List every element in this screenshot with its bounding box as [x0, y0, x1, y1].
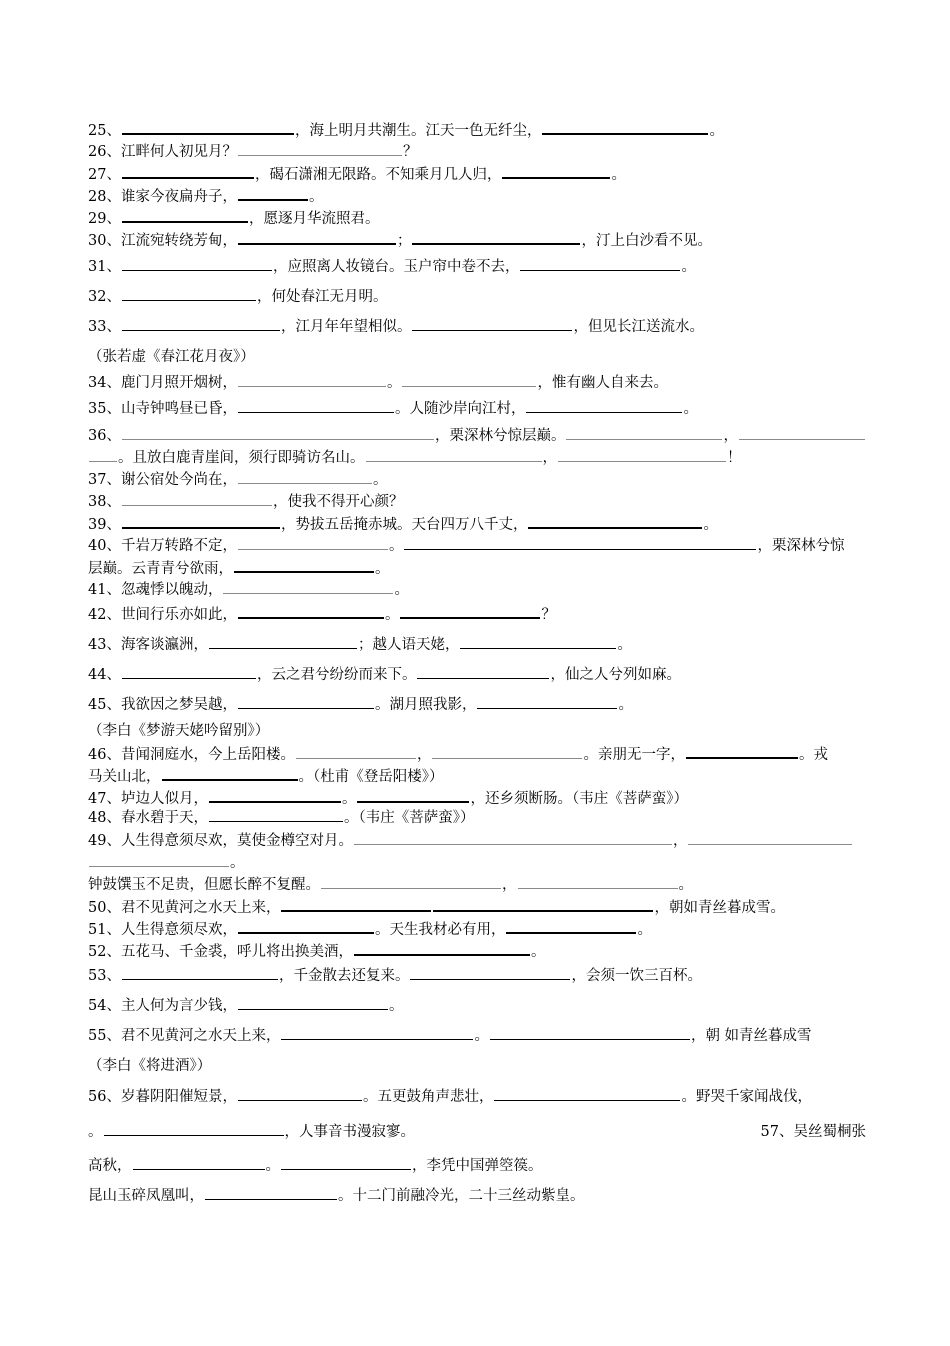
item-36: [88, 425, 866, 447]
item-text: 。: [611, 167, 626, 183]
item-text: 。: [703, 517, 718, 533]
answer-blank[interactable]: [223, 579, 393, 594]
item-text: ，: [542, 450, 557, 466]
item-text: ，: [416, 747, 432, 763]
item-35: [88, 398, 698, 420]
source-note: [88, 720, 269, 742]
answer-blank[interactable]: [238, 398, 394, 413]
item-53: [88, 965, 702, 987]
item-30: [88, 229, 712, 251]
answer-blank[interactable]: [238, 469, 372, 484]
item-text: 53、: [88, 968, 121, 984]
item-text: ，但见长江送流水。: [573, 319, 704, 335]
item-50: [88, 896, 785, 918]
item-text: 49、人生得意须尽欢，莫使金樽空对月。: [88, 833, 353, 849]
item-text: 。且放白鹿青崖间，须行即骑访名山。: [118, 450, 365, 466]
item-40: [88, 535, 844, 557]
answer-blank[interactable]: [209, 787, 341, 803]
item-51: [88, 918, 652, 940]
answer-blank[interactable]: [122, 491, 272, 506]
answer-blank[interactable]: [209, 807, 343, 822]
answer-blank[interactable]: [89, 852, 229, 867]
item-text: 。: [88, 1124, 103, 1140]
item-text: 。: [388, 998, 404, 1014]
item-56: [88, 1086, 812, 1108]
item-text: 。: [384, 607, 400, 623]
answer-blank[interactable]: [321, 874, 501, 889]
item-text: 。五更鼓角声悲壮，: [362, 1089, 494, 1105]
answer-blank[interactable]: [122, 965, 278, 980]
item-text: ，海上明月共潮生。江天一色无纤尘，: [294, 123, 542, 139]
item-text: 48、春水碧于天，: [88, 810, 208, 826]
item-text: 43、海客谈瀛洲，: [88, 637, 208, 653]
item-text: ；越人语天姥，: [357, 637, 460, 653]
answer-blank[interactable]: [357, 787, 469, 803]
item-33: [88, 316, 704, 338]
item-text: ，使我不得开心颜？: [272, 494, 404, 510]
item-29: [88, 207, 379, 229]
item-text: 。: [637, 922, 652, 938]
item-text: ，应照离人妆镜台。玉户帘中卷不去，: [272, 259, 520, 275]
answer-blank[interactable]: [460, 634, 616, 649]
item-46-cont: [88, 765, 444, 787]
answer-blank[interactable]: [506, 918, 636, 934]
item-42: [88, 603, 556, 625]
answer-blank[interactable]: [354, 830, 672, 845]
item-text: ，: [672, 833, 688, 849]
answer-blank[interactable]: [238, 603, 384, 619]
item-text: 28、谁家今夜扁舟子，: [88, 189, 237, 205]
item-38: [88, 491, 403, 513]
item-text: 57、吴丝蜀桐张: [760, 1124, 866, 1140]
answer-blank[interactable]: [122, 425, 434, 440]
item-text: 47、垆边人似月，: [88, 791, 208, 807]
item-text: 36、: [88, 428, 121, 444]
item-32: [88, 286, 387, 308]
answer-blank[interactable]: [433, 896, 653, 912]
answer-blank[interactable]: [366, 447, 542, 462]
item-text: ！: [727, 450, 742, 466]
item-text: 56、岁暮阴阳催短景，: [88, 1089, 237, 1105]
answer-blank[interactable]: [122, 256, 272, 271]
item-text: 。: [709, 123, 724, 139]
item-28: [88, 185, 323, 207]
item-25: [88, 119, 724, 141]
item-text: 。: [618, 697, 633, 713]
item-text: ，朝如青丝暮成雪。: [654, 900, 785, 916]
item-text: ，栗深林兮惊: [757, 538, 845, 554]
answer-blank[interactable]: [238, 1086, 362, 1101]
item-text: 。: [678, 877, 693, 893]
item-text: 。湖月照我影，: [374, 697, 477, 713]
source-note: [88, 1055, 211, 1077]
item-text: 。天生我材必有用，: [374, 922, 506, 938]
item-text: 。: [388, 538, 404, 554]
answer-blank[interactable]: [238, 918, 374, 934]
item-49-cont2: [88, 874, 693, 896]
item-55: [88, 1025, 812, 1047]
answer-blank[interactable]: [209, 634, 357, 649]
item-text: 54、主人何为言少钱，: [88, 998, 237, 1014]
item-text: 25、: [88, 123, 121, 139]
item-text: 昆山玉碎凤凰叫，: [88, 1188, 204, 1204]
answer-blank[interactable]: [432, 744, 582, 759]
answer-blank[interactable]: [238, 185, 308, 201]
answer-blank[interactable]: [566, 425, 722, 440]
item-text: 40、千岩万转路不定，: [88, 538, 237, 554]
item-text: ，仙之人兮列如麻。: [550, 667, 681, 683]
answer-blank[interactable]: [402, 372, 536, 387]
item-text: ，江月年年望相似。: [280, 319, 412, 335]
item-47: [88, 787, 688, 809]
answer-blank[interactable]: [412, 316, 572, 331]
item-31: [88, 256, 696, 278]
answer-blank[interactable]: [238, 535, 388, 550]
item-text: 。: [308, 189, 324, 205]
answer-blank[interactable]: [686, 743, 798, 759]
answer-blank[interactable]: [490, 1025, 690, 1040]
answer-blank[interactable]: [122, 163, 254, 179]
answer-blank[interactable]: [412, 229, 580, 245]
item-text: ，汀上白沙看不见。: [581, 233, 712, 249]
answer-blank[interactable]: [205, 1185, 337, 1200]
item-26: [88, 141, 417, 163]
item-text: 41、忽魂悸以魄动，: [88, 582, 223, 598]
item-text: 。: [394, 582, 409, 598]
item-text: ，千金散去还复来。: [278, 968, 410, 984]
answer-blank[interactable]: [518, 874, 678, 889]
answer-blank[interactable]: [122, 316, 280, 331]
item-text: 35、山寺钟鸣昼已昏，: [88, 401, 237, 417]
item-text: 。（杜甫《登岳阳楼》）: [298, 769, 444, 785]
answer-blank[interactable]: [281, 1025, 473, 1040]
item-text: 。十二门前融冷光，二十三丝动紫皇。: [338, 1188, 585, 1204]
answer-blank[interactable]: [133, 1155, 265, 1170]
item-text: 。亲朋无一字，: [583, 747, 685, 763]
item-text: 42、世间行乐亦如此，: [88, 607, 237, 623]
answer-blank[interactable]: [238, 995, 388, 1010]
answer-blank[interactable]: [122, 119, 294, 135]
answer-blank[interactable]: [89, 447, 117, 462]
item-text: 。: [530, 944, 546, 960]
answer-blank[interactable]: [502, 163, 610, 179]
answer-blank[interactable]: [122, 286, 256, 301]
item-text: 31、: [88, 259, 121, 275]
item-text: 45、我欲因之梦吴越，: [88, 697, 237, 713]
item-48: [88, 807, 474, 829]
item-41: [88, 579, 409, 601]
item-52: [88, 940, 545, 962]
item-text: （李白《将进酒》）: [88, 1058, 212, 1074]
item-text: ，碣石潇湘无限路。不知乘月几人归，: [254, 167, 502, 183]
item-34: [88, 372, 668, 394]
item-37: [88, 469, 387, 491]
item-text: 。: [617, 637, 632, 653]
item-text: ？: [541, 607, 556, 623]
item-text: 。: [230, 855, 245, 871]
item-text: 46、昔闻洞庭水，今上岳阳楼。: [88, 747, 295, 763]
item-text: 。（韦庄《菩萨蛮》）: [343, 810, 475, 826]
item-text: ，势拔五岳掩赤城。天台四万八千丈，: [280, 517, 528, 533]
answer-blank[interactable]: [122, 207, 248, 223]
item-text: 51、人生得意须尽欢，: [88, 922, 237, 938]
item-36-cont: [88, 447, 742, 469]
item-text: 。: [372, 472, 388, 488]
item-text: 39、: [88, 517, 121, 533]
item-text: 38、: [88, 494, 121, 510]
answer-blank[interactable]: [542, 119, 708, 135]
answer-blank[interactable]: [354, 940, 530, 956]
answer-blank[interactable]: [688, 830, 852, 845]
item-text: 钟鼓馔玉不足贵，但愿长醉不复醒。: [88, 877, 320, 893]
answer-blank[interactable]: [417, 664, 549, 679]
answer-blank[interactable]: [526, 398, 682, 413]
answer-blank[interactable]: [104, 1121, 284, 1136]
item-49: [88, 830, 853, 852]
item-45: [88, 694, 633, 716]
item-text: ，何处春江无月明。: [256, 289, 388, 305]
item-text: 44、: [88, 667, 121, 683]
item-text: ，惟有幽人自来去。: [537, 375, 668, 391]
answer-blank[interactable]: [162, 765, 298, 781]
item-44: [88, 664, 681, 686]
answer-blank[interactable]: [739, 425, 865, 440]
item-text: 32、: [88, 289, 121, 305]
item-text: （张若虚《春江花月夜》）: [88, 349, 255, 365]
item-text: ，栗深林兮惊层巅。: [434, 428, 566, 444]
answer-blank[interactable]: [281, 1155, 411, 1170]
item-text: ，云之君兮纷纷而来下。: [256, 667, 417, 683]
item-text: 27、: [88, 167, 121, 183]
answer-blank[interactable]: [410, 965, 570, 980]
answer-blank[interactable]: [234, 557, 374, 573]
answer-blank[interactable]: [528, 513, 702, 529]
answer-blank[interactable]: [238, 229, 396, 245]
item-46: [88, 743, 828, 765]
answer-blank[interactable]: [404, 535, 756, 550]
item-text: ，还乡须断肠。（韦庄《菩萨蛮》）: [470, 791, 688, 807]
item-text: 。人随沙岸向江村，: [394, 401, 526, 417]
item-57-cont: [88, 1185, 585, 1207]
item-text: ，人事音书漫寂寥。: [284, 1124, 415, 1140]
answer-blank[interactable]: [238, 141, 402, 156]
item-text: ，李凭中国弹箜篌。: [412, 1158, 543, 1174]
answer-blank[interactable]: [296, 744, 416, 759]
item-text: 50、君不见黄河之水天上来，: [88, 900, 281, 916]
item-text: 29、: [88, 211, 121, 227]
item-39: [88, 513, 718, 535]
item-text: 。: [386, 375, 402, 391]
item-text: 层巅。云青青兮欲雨，: [88, 561, 233, 577]
item-text: 55、君不见黄河之水天上来，: [88, 1028, 281, 1044]
answer-blank[interactable]: [400, 603, 540, 619]
item-text: ？: [402, 144, 418, 160]
item-57: [88, 1155, 543, 1177]
item-text: 33、: [88, 319, 121, 335]
item-text: 。: [681, 259, 696, 275]
item-text: 马关山北，: [88, 769, 161, 785]
answer-blank[interactable]: [558, 447, 726, 462]
item-text: ，朝 如青丝暮成雪: [690, 1028, 812, 1044]
item-40-cont: [88, 557, 390, 579]
item-43: [88, 634, 632, 656]
item-54: [88, 995, 403, 1017]
source-note: [88, 346, 255, 368]
item-text: 。戎: [798, 747, 828, 763]
answer-blank[interactable]: [238, 694, 374, 709]
item-text: （李白《梦游天姥吟留别》）: [88, 723, 270, 739]
answer-blank[interactable]: [520, 256, 680, 271]
item-27: [88, 163, 626, 185]
item-text: 。: [265, 1158, 280, 1174]
item-text: ，: [723, 428, 738, 444]
item-text: ；: [396, 233, 412, 249]
item-text: 。: [474, 1028, 489, 1044]
item-text: 52、五花马、千金裘，呼儿将出换美酒，: [88, 944, 353, 960]
item-text: 26、江畔何人初见月？: [88, 144, 237, 160]
answer-blank[interactable]: [477, 694, 617, 709]
item-text: 。野哭千家闻战伐，: [681, 1089, 812, 1105]
worksheet: [88, 0, 868, 1346]
answer-blank[interactable]: [494, 1086, 680, 1101]
item-49-cont: [88, 852, 245, 874]
item-text: 高秋，: [88, 1158, 132, 1174]
answer-blank[interactable]: [122, 664, 256, 679]
item-text: ，: [502, 877, 517, 893]
item-56-cont: [88, 1121, 868, 1143]
item-text: ，愿逐月华流照君。: [248, 211, 380, 227]
item-text: 。: [683, 401, 698, 417]
item-text: 。: [375, 561, 390, 577]
answer-blank[interactable]: [281, 896, 431, 912]
item-text: 30、江流宛转绕芳甸，: [88, 233, 237, 249]
item-text: 。: [341, 791, 357, 807]
answer-blank[interactable]: [122, 513, 280, 529]
item-text: 34、鹿门月照开烟树，: [88, 375, 237, 391]
answer-blank[interactable]: [238, 372, 386, 387]
item-text: 37、谢公宿处今尚在，: [88, 472, 237, 488]
item-text: ，会须一饮三百杯。: [571, 968, 702, 984]
